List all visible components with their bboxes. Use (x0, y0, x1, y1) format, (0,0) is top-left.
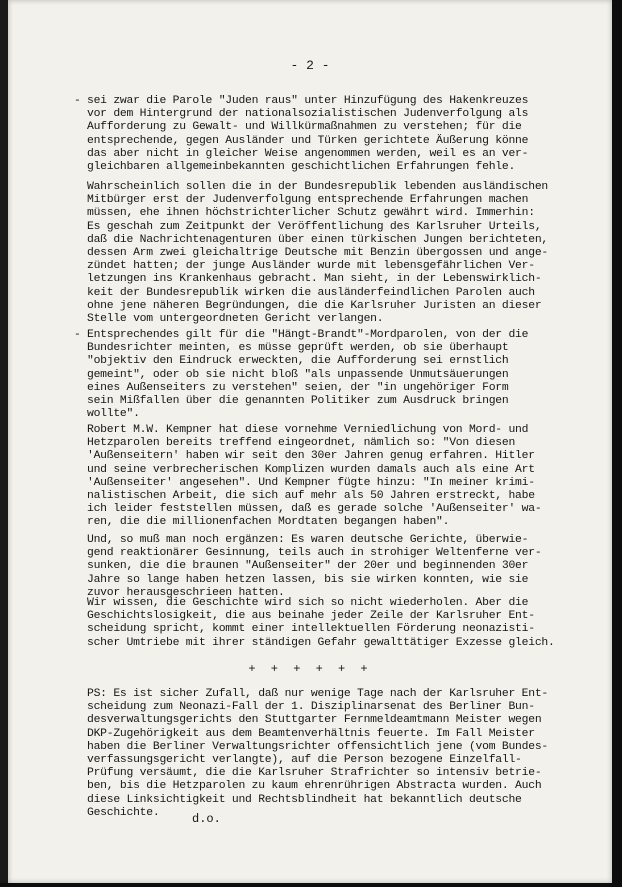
paragraph-5 (87, 534, 577, 600)
text-line: Stelle vom untergeordneten Gericht verlangen. (87, 313, 384, 326)
text-line: haben die Berliner Verwaltungsrichter offensichtlich jene (vom Bundes- (87, 740, 548, 753)
text-line: gleichbaren allgemeinbekannten geschichtlichen Erfahrungen fehle. (87, 161, 516, 174)
paragraph-3 (87, 329, 577, 421)
text-line: letzungen ins Krankenhaus gebracht. Man sieht, in der Lebenswirklich- (87, 273, 542, 286)
page-number: - 2 - (290, 58, 330, 73)
signature-initials: d.o. (192, 812, 221, 826)
text-line: Geschichtslosigkeit, die aus beinahe jeder Zeile der Karlsruher Ent- (87, 610, 535, 623)
text-line: diese Linksichtigkeit und Rechtsblindheit hat bekanntlich deutsche (87, 793, 522, 806)
text-line: 'Außenseiter' angesehen". Und Kempner fügte hinzu: "In meiner krimi- (87, 476, 535, 489)
text-line: ohne jene näheren Begründungen, die die Karlsruher Juristen an dieser (87, 299, 542, 312)
scan-border (612, 0, 622, 887)
text-line: Jahre so lange haben hetzen lassen, bis sie wirken konnten, wie sie (87, 573, 529, 586)
text-line: daß die Nachrichtenagenturen über einen türkischen Jungen berichteten, (87, 233, 548, 246)
text-line: dessen Arm zwei gleichaltrige Deutsche mit Benzin übergossen und ange- (87, 247, 548, 260)
paragraph-2 (87, 181, 577, 326)
text-line: sei zwar die Parole "Juden raus" unter Hinzufügung des Hakenkreuzes (87, 95, 529, 107)
text-line: DKP-Zugehörigkeit aus dem Beamtenverhältnis feuerte. Im Fall Meister (87, 727, 535, 740)
text-line: PS: Es ist sicher Zufall, daß nur wenige Tage nach der Karlsruher Ent- (87, 688, 548, 700)
text-line: 'Außenseitern' haben wir seit den 30er Jahren genug erfahren. Hitler (87, 450, 535, 463)
text-line: Hetzparolen bereits treffend eingeordnet, nämlich so: "Von diesen (87, 437, 516, 450)
text-line: gend reaktionärer Gesinnung, teils auch in strohiger Weltenferne ver- (87, 547, 542, 560)
text-line: Wahrscheinlich sollen die in der Bundesrepublik lebenden ausländischen (87, 181, 548, 193)
text-line: scheidung zum Neonazi-Fall der 1. Disziplinarsenat des Berliner Bun- (87, 701, 535, 714)
text-line: keit der Bundesrepublik wirken die ausländerfeindlichen Parolen auch (87, 286, 535, 299)
bullet-dash: - (74, 95, 81, 107)
text-line: Robert M.W. Kempner hat diese vornehme Verniedlichung von Mord- und (87, 424, 529, 436)
text-line: scheidung spricht, kommt einer intellektuellen Förderung neonazisti- (87, 623, 535, 636)
text-line: Bundesrichter meinten, es müsse geprüft werden, ob sie überhaupt (87, 342, 509, 355)
text-line: sein Mißfallen über die genannten Politiker zum Ausdruck bringen (87, 395, 509, 408)
text-line: zündet hatten; der junge Ausländer wurde mit lebensgefährlichen Ver- (87, 260, 535, 273)
text-line: entsprechende, gegen Ausländer und Türken gerichtete Äußerung könne (87, 134, 529, 147)
bullet-dash: - (74, 329, 81, 341)
postscript-paragraph (87, 688, 577, 820)
text-line: Es geschah zum Zeitpunkt der Veröffentlichung des Karlsruher Urteils, (87, 220, 542, 233)
section-separator: + + + + + + (248, 662, 372, 676)
text-line: Prüfung versäumt, die die Karlsruher Strafrichter so intensiv betrie- (87, 767, 542, 780)
text-line: verfassungsgericht verlangte), auf die Person bezogene Einzelfall- (87, 754, 522, 767)
text-line: und seine verbrecherischen Komplizen wurden damals auch als eine Art (87, 463, 535, 476)
paragraph-1 (87, 95, 577, 174)
text-line: Entsprechendes gilt für die "Hängt-Brandt"-Mordparolen, von der die (87, 329, 529, 341)
paragraph-4 (87, 424, 577, 530)
paragraph-6 (87, 597, 577, 650)
text-line: Mitbürger erst der Judenverfolgung entsprechende Erfahrungen machen (87, 194, 529, 207)
text-line: Aufforderung zu Gewalt- und Willkürmaßnahmen zu verstehen; für die (87, 121, 522, 134)
text-line: Geschichte. (87, 806, 160, 819)
text-line: "objektiv den Eindruck erweckten, die Aufforderung sei ernstlich (87, 355, 509, 368)
scan-border (0, 883, 622, 887)
text-line: ich leider feststellen müssen, daß es gerade solche 'Außenseiter' wa- (87, 503, 542, 516)
text-line: wollte". (87, 408, 140, 421)
text-line: gemeint", oder ob sie nicht bloß "als unpassende Unmutsäuerungen (87, 368, 509, 381)
text-line: sunken, die die braunen "Außenseiter" der 20er und beginnenden 30er (87, 560, 529, 573)
text-line: Wir wissen, die Geschichte wird sich so nicht wiederholen. Aber die (87, 597, 529, 609)
document-page (8, 0, 612, 883)
text-line: nalistischen Arbeit, die sich auf mehr als 50 Jahren erstreckt, habe (87, 490, 535, 503)
text-line: desverwaltungsgerichts den Stuttgarter Fernmeldeamtmann Meister wegen (87, 714, 542, 727)
text-line: eines Außenseiters zu verstehen" seien, der "in ungehöriger Form (87, 381, 509, 394)
text-line: zuvor herausgeschrieen hatten. (87, 586, 285, 599)
text-line: müssen, ehe ihnen höchstrichterlicher Schutz gewährt wird. Immerhin: (87, 207, 535, 220)
text-line: Und, so muß man noch ergänzen: Es waren deutsche Gerichte, überwie- (87, 534, 529, 546)
text-line: das aber nicht in gleicher Weise angenommen werden, weil es an ver- (87, 147, 529, 160)
text-line: ben, bis die Hetzparolen zu kaum ehrenrührigen Abstracta wurden. Auch (87, 780, 542, 793)
text-line: ren, die die millionenfachen Mordtaten begangen haben". (87, 516, 450, 529)
text-line: vor dem Hintergrund der nationalsozialistischen Judenverfolgung als (87, 108, 529, 121)
text-line: scher Umtriebe mit ihrer ständigen Gefahr gewalttätiger Exzesse gleich. (87, 636, 555, 649)
